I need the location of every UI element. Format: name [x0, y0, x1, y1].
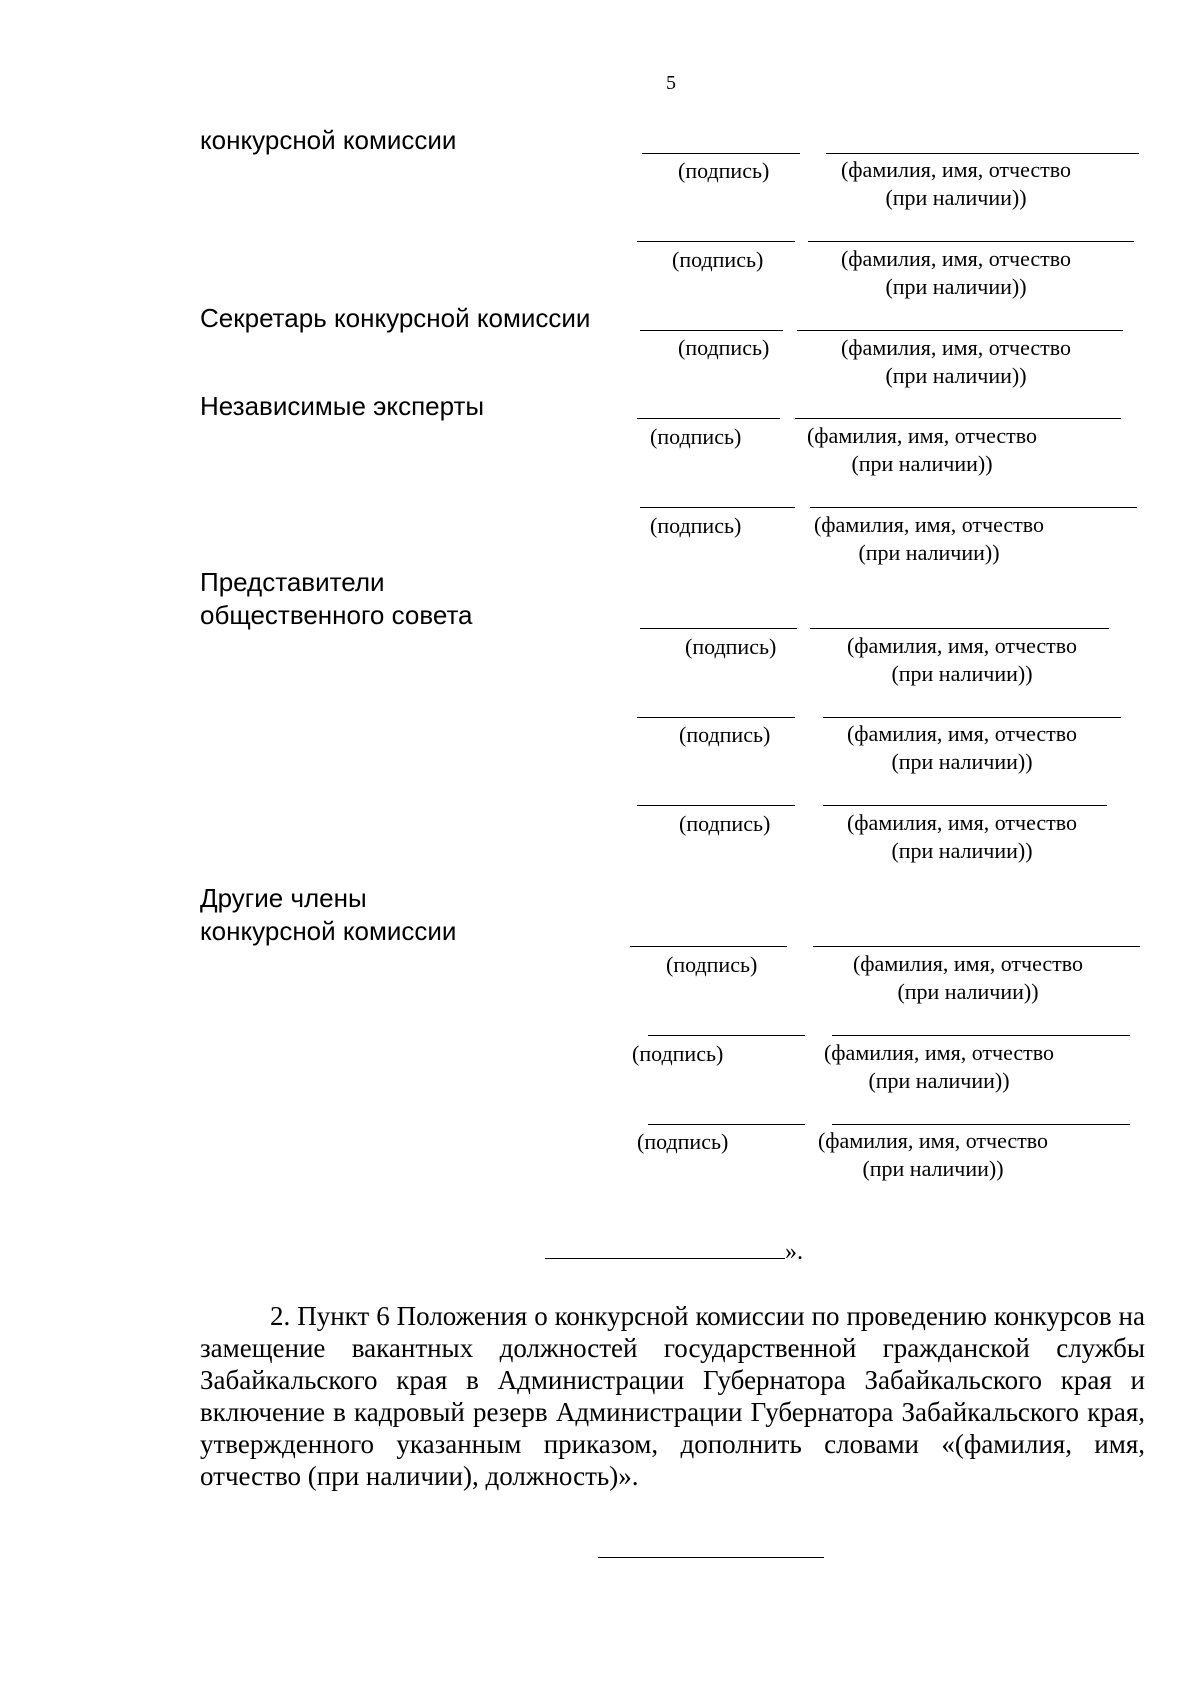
- name-line: [832, 1124, 1130, 1125]
- signature-line: [637, 418, 780, 419]
- label-other-members-line-2: конкурсной комиссии: [200, 916, 457, 946]
- closing-underline: [545, 1234, 785, 1259]
- page-number: 5: [666, 72, 676, 94]
- label-other-members-line-1: Другие члены: [200, 883, 367, 913]
- signature-caption: (подпись): [666, 952, 758, 977]
- signature-line: [630, 946, 787, 947]
- signature-line: [637, 805, 795, 806]
- name-line: [832, 1035, 1130, 1036]
- label-public-council-line-2: общественного совета: [200, 600, 473, 630]
- fio-caption-line-2: (при наличии)): [885, 185, 1027, 210]
- signature-line: [642, 153, 800, 154]
- name-line: [808, 241, 1134, 242]
- name-line: [813, 946, 1140, 947]
- fio-caption: [826, 156, 1086, 212]
- signature-line: [640, 507, 795, 508]
- fio-caption-line-2: (при наличии)): [858, 540, 1000, 565]
- fio-caption-line-2: (при наличии)): [885, 274, 1027, 299]
- fio-caption-line-1: (фамилия, имя, отчество: [840, 157, 1072, 182]
- signature-caption: (подпись): [685, 634, 777, 659]
- fio-caption-line-2: (при наличии)): [851, 451, 993, 476]
- fio-caption-line-2: (при наличии)): [891, 838, 1033, 863]
- signature-line: [637, 241, 795, 242]
- fio-caption-line-1: (фамилия, имя, отчество: [846, 721, 1078, 746]
- fio-caption: [832, 632, 1092, 688]
- signature-caption: (подпись): [679, 722, 771, 747]
- fio-caption-line-1: (фамилия, имя, отчество: [840, 335, 1072, 360]
- name-line: [795, 418, 1121, 419]
- fio-caption-line-2: (при наличии)): [868, 1068, 1010, 1093]
- fio-caption-line-1: (фамилия, имя, отчество: [852, 951, 1084, 976]
- fio-caption-line-1: (фамилия, имя, отчество: [813, 512, 1045, 537]
- label-experts: Независимые эксперты: [200, 391, 485, 421]
- amendment-paragraph: 2. Пункт 6 Положения о конкурсной комиссии по проведению конкурсов на замещение вакантных должностей государственной гражданской службы Забайкальского края в Администрации Губернатора Забайкальского края и включение в кадровый резерв Администрации Губернатора Забайкальского края, утвержденного указанным приказом, дополнить словами «(фамилия, имя, отчество (при наличии), должность)».: [200, 1301, 1145, 1491]
- signature-caption: (подпись): [672, 247, 764, 272]
- closing-quote: ».: [785, 1239, 803, 1265]
- fio-caption-line-1: (фамилия, имя, отчество: [823, 1040, 1055, 1065]
- closing-mark: [545, 1234, 803, 1266]
- fio-caption-line-1: (фамилия, имя, отчество: [846, 633, 1078, 658]
- signature-caption: (подпись): [632, 1041, 724, 1066]
- signature-caption: (подпись): [678, 158, 770, 183]
- signature-line: [640, 330, 783, 331]
- fio-caption: [826, 334, 1086, 390]
- fio-caption-line-2: (при наличии)): [862, 1156, 1004, 1181]
- fio-caption-line-1: (фамилия, имя, отчество: [840, 246, 1072, 271]
- signature-line: [648, 1035, 805, 1036]
- name-line: [826, 153, 1139, 154]
- label-public-council: [200, 566, 473, 632]
- signature-caption: (подпись): [637, 1129, 729, 1154]
- name-line: [823, 717, 1121, 718]
- fio-caption-line-1: (фамилия, имя, отчество: [846, 810, 1078, 835]
- signature-caption: (подпись): [650, 513, 742, 538]
- signature-caption: (подпись): [678, 335, 770, 360]
- label-commission-tail: конкурсной комиссии: [200, 125, 457, 155]
- fio-caption-line-2: (при наличии)): [891, 661, 1033, 686]
- fio-caption-line-2: (при наличии)): [885, 363, 1027, 388]
- fio-caption-line-2: (при наличии)): [891, 749, 1033, 774]
- fio-caption: [832, 720, 1092, 776]
- fio-caption: [832, 809, 1092, 865]
- fio-caption-line-1: (фамилия, имя, отчество: [817, 1128, 1049, 1153]
- name-line: [797, 330, 1123, 331]
- fio-caption: [803, 1127, 1063, 1183]
- name-line: [823, 805, 1107, 806]
- signature-caption: (подпись): [650, 424, 742, 449]
- fio-caption: [838, 950, 1098, 1006]
- signature-caption: (подпись): [679, 811, 771, 836]
- fio-caption-line-2: (при наличии)): [897, 979, 1039, 1004]
- label-other-members: [200, 882, 456, 948]
- fio-caption: [792, 422, 1052, 478]
- end-rule: [598, 1557, 824, 1558]
- fio-caption: [826, 245, 1086, 301]
- fio-caption: [799, 511, 1059, 567]
- fio-caption-line-1: (фамилия, имя, отчество: [806, 423, 1038, 448]
- label-public-council-line-1: Представители: [200, 567, 385, 597]
- fio-caption: [809, 1039, 1069, 1095]
- signature-line: [640, 628, 797, 629]
- signature-line: [648, 1124, 805, 1125]
- name-line: [810, 628, 1109, 629]
- signature-line: [637, 717, 795, 718]
- label-secretary: Секретарь конкурсной комиссии: [200, 303, 591, 333]
- name-line: [810, 507, 1137, 508]
